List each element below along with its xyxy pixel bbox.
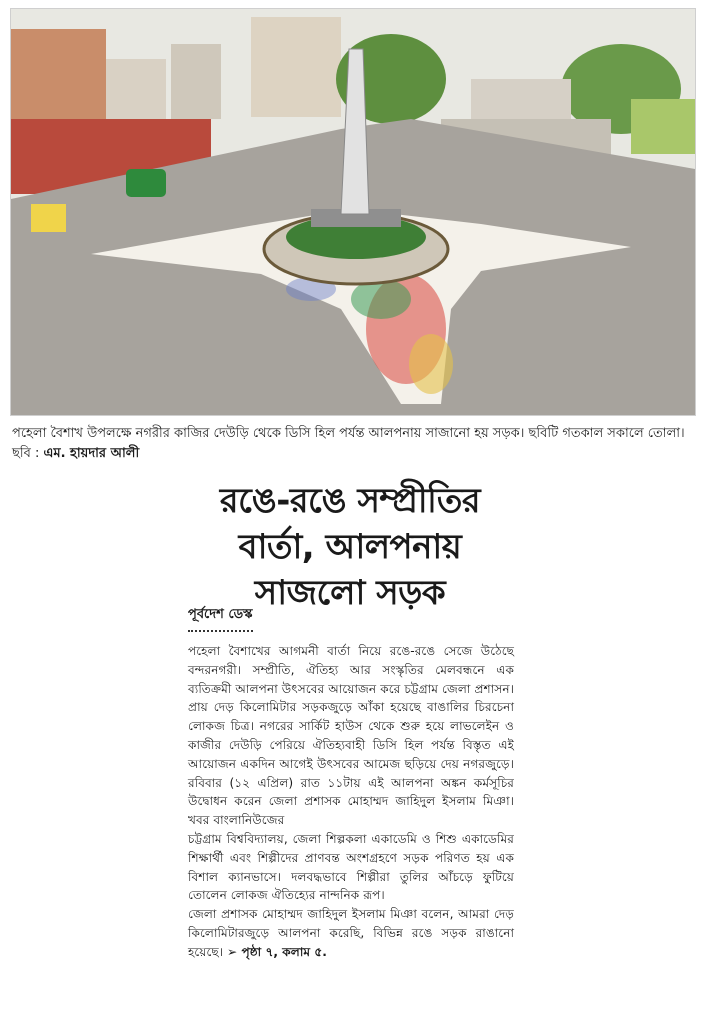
paragraph-3-text: জেলা প্রশাসক মোহাম্মদ জাহিদুল ইসলাম মিঞা বলেন, আমরা দেড় কিলোমিটারজুড়ে আলপনা করেছি, বিভিন্ন রঙে সড়ক রাঙানো হয়েছে।: [188, 907, 514, 959]
headline-line-1: রঙে-রঙে সম্প্রীতির: [219, 481, 481, 521]
headline-line-3: সাজলো সড়ক: [254, 573, 446, 613]
photo-caption: [12, 424, 696, 464]
desk-byline: পূর্বদেশ ডেস্ক: [188, 605, 253, 632]
continuation-ref: ➢ পৃষ্ঠা ৭, কলাম ৫.: [227, 944, 327, 959]
headline: [150, 478, 550, 616]
paragraph-2: চট্টগ্রাম বিশ্ববিদ্যালয়, জেলা শিল্পকলা একাডেমি ও শিশু একাডেমির শিক্ষার্থী এবং শিল্পীদের প্রাণবন্ত অংশগ্রহণে সড়ক পরিণত হয় এক বিশাল ক্যানভাসে। দলবদ্ধভাবে শিল্পীরা তুলির আঁচড়ে ফুটিয়ে তোলেন লোকজ ঐতিহ্যের নান্দনিক রূপ।: [188, 831, 514, 903]
roundabout-photo-icon: [11, 9, 695, 415]
article-body: [188, 642, 514, 962]
paragraph-3: [188, 905, 514, 961]
news-photo: [10, 8, 696, 416]
photo-credit: এম. হায়দার আলী: [43, 446, 140, 461]
headline-line-2: বার্তা, আলপনায়: [238, 527, 462, 567]
caption-text: পহেলা বৈশাখ উপলক্ষে নগরীর কাজির দেউড়ি থেকে ডিসি হিল পর্যন্ত আলপনায় সাজানো হয় সড়ক। ছবিটি গতকাল সকালে তোলা। ছবি :: [12, 426, 685, 461]
paragraph-1: পহেলা বৈশাখের আগমনী বার্তা নিয়ে রঙে-রঙে সেজে উঠেছে বন্দরনগরী। সম্প্রীতি, ঐতিহ্য আর সংস্কৃতির মেলবন্ধনে এক ব্যতিক্রমী আলপনা উৎসবের আয়োজন করে চট্টগ্রাম জেলা প্রশাসন। প্রায় দেড় কিলোমিটার সড়কজুড়ে আঁকা হয়েছে বাঙালির চিরচেনা লোকজ চিত্র। নগরের সার্কিট হাউস থেকে শুরু হয়ে লাভলেইন ও কাজীর দেউড়ি পেরিয়ে ঐতিহ্যবাহী ডিসি হিল পর্যন্ত বিস্তৃত এই আয়োজন একদিন আগেই উৎসবের আমেজ ছড়িয়ে দেয় নগরজুড়ে। রবিবার (১২ এপ্রিল) রাত ১১টায় এই আলপনা অঙ্কন কর্মসূচির উদ্বোধন করেন জেলা প্রশাসক মোহাম্মদ জাহিদুল ইসলাম মিঞা। খবর বাংলানিউজের: [188, 644, 514, 828]
